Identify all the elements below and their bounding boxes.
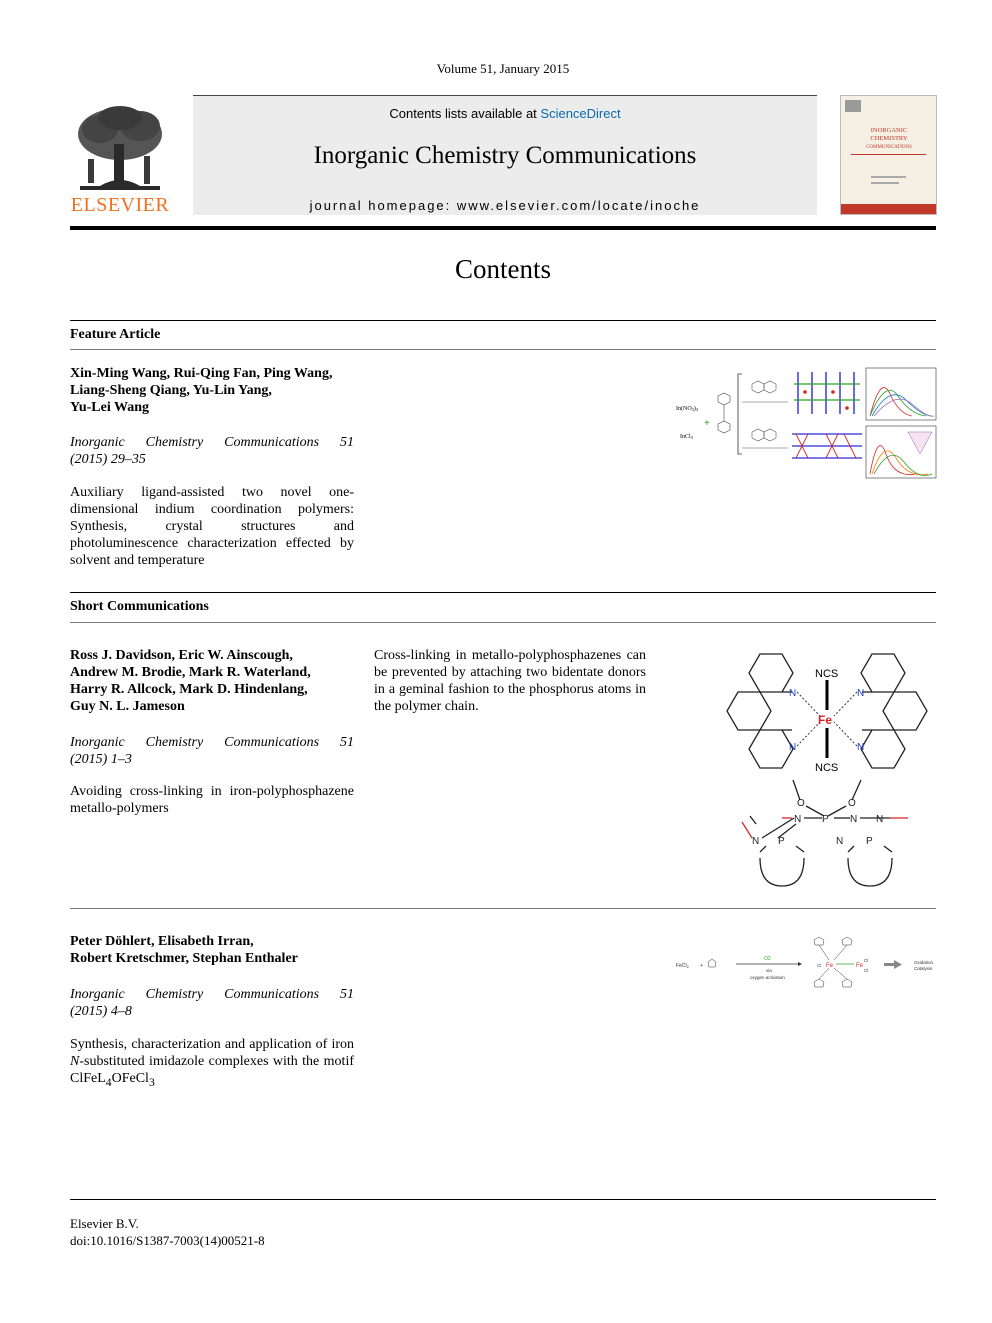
emission-spectrum-plot-2 [866,426,936,478]
journal-cover-thumbnail [840,95,937,215]
sciencedirect-link[interactable]: ScienceDirect [540,106,621,121]
citation-line2: (2015) 29–35 [70,452,146,467]
title-part: Synthesis, characterization and application of iron [70,1037,354,1052]
contents-available-prefix: Contents lists available at [389,106,541,121]
dppz-structure-icon [752,381,776,441]
volume-line: Volume 51, January 2015 [436,61,570,76]
article-abstract: Cross-linking in metallo-polyphosphazenes can be prevented by attaching two bidentate donors in a geminal fashion to the phosphorus atoms in the polymer chain. [374,648,646,714]
title-part: -substituted imidazole complexes with the motif ClFeL [70,1054,354,1086]
header-rule [70,226,936,230]
article-title[interactable]: Avoiding cross-linking in iron-polyphosphazene metallo-polymers [70,784,354,816]
plus-icon: + [704,418,710,429]
cl-label: Cl [864,958,869,963]
section-rule [70,320,936,321]
fe-label: Fe [818,713,833,727]
section-rule [70,592,936,593]
cover-title-line3: COMMUNICATIONS [866,145,912,150]
o-label: O [797,798,805,809]
author-line: Ross J. Davidson, Eric W. Ainscough, [70,648,293,663]
section-label-short-communications: Short Communications [70,599,209,614]
o2-label: O2 [764,956,771,962]
footer-publisher: Elsevier B.V. [70,1216,139,1231]
section-label-feature-article: Feature Article [70,327,161,342]
graphical-abstract-fe-complex [712,646,942,890]
arrow-right-icon [894,960,902,969]
cl-label: Cl [864,968,869,973]
article-title[interactable]: Auxiliary ligand-assisted two novel one-dimensional indium coordination polymers: Synthesis, crystal structures and photoluminescence characterization effected by solvent and temperature [70,485,354,568]
n-label: N [794,814,802,825]
n-label: N [789,742,797,753]
contents-available-line [193,106,817,121]
author-line: Liang-Sheng Qiang, Yu-Lin Yang, [70,383,272,398]
ncs-bottom-label: NCS [815,762,839,774]
title-part: OFeCl [111,1071,149,1086]
arrow-label-1: via [766,968,772,973]
journal-title: Inorganic Chemistry Communications [313,142,697,169]
author-line: Yu-Lei Wang [70,400,149,415]
ncs-top-label: NCS [815,668,839,680]
article-citation[interactable] [70,434,354,468]
n-label: N [789,688,797,699]
emission-spectrum-plot-1 [866,368,936,420]
ga-reagent1: In(NO3)3 [676,406,699,412]
n-label: N [857,742,865,753]
article-citation[interactable] [70,986,354,1020]
journal-homepage[interactable]: journal homepage: www.elsevier.com/locate/inoche [309,198,701,213]
n-label: N [836,836,844,847]
ga-reagent2: InCl3 [680,434,693,440]
crystal-structure-1 [792,368,862,416]
arrow-label-2: oxygen activation [750,975,785,980]
imidazole-icon [708,959,716,967]
citation-line1: Inorganic Chemistry Communications 51 [70,435,354,450]
citation-line1: Inorganic Chemistry Communications 51 [70,987,354,1002]
section-rule [70,349,936,350]
cover-title-line2: CHEMISTRY [870,135,908,142]
elsevier-wordmark: ELSEVIER [70,194,170,216]
graphical-abstract-iron-imidazole [674,930,938,996]
plus-icon: + [700,963,703,969]
title-subscript: 4 [105,1075,112,1089]
p-label: P [822,814,829,825]
journal-banner [193,95,817,215]
footer-doi[interactable]: doi:10.1016/S1387-7003(14)00521-8 [70,1233,265,1248]
fe-label: Fe [856,963,864,969]
author-line: Guy N. L. Jameson [70,699,185,714]
page-heading: Contents [454,254,551,284]
author-line: Harry R. Allcock, Mark D. Hindenlang, [70,682,308,697]
citation-line2: (2015) 1–3 [70,752,132,767]
n-label: N [857,688,865,699]
product-label-1: Oxidation [914,960,934,965]
n-label: N [876,814,884,825]
p-label: P [778,836,785,847]
n-label: N [752,836,760,847]
cover-title: INORGANIC [870,127,908,134]
graphical-abstract-indium [676,364,938,482]
o-label: O [848,798,856,809]
article-authors [70,933,360,967]
reactant-label: FeCl$_2$ [676,963,689,969]
p-label: P [866,836,873,847]
ligand-structure-icon [718,393,730,433]
n-label: N [850,814,858,825]
article-citation[interactable] [70,734,354,768]
title-italic: N [70,1054,80,1069]
crystal-structure-2 [792,434,862,458]
author-line: Peter Döhlert, Elisabeth Irran, [70,934,254,949]
product-label-2: Catalysis [914,966,933,971]
footer-rule [70,1199,936,1200]
article-authors [70,365,360,416]
citation-line2: (2015) 4–8 [70,1004,132,1019]
cl-label: Cl [817,963,822,968]
author-line: Robert Kretschmer, Stephan Enthaler [70,951,298,966]
product-structure-icon [814,937,852,987]
article-authors [70,647,360,715]
article-title[interactable] [70,1036,354,1091]
author-line: Xin-Ming Wang, Rui-Qing Fan, Ping Wang, [70,366,333,381]
author-line: Andrew M. Brodie, Mark R. Waterland, [70,665,311,680]
article-separator [70,908,936,909]
citation-line1: Inorganic Chemistry Communications 51 [70,735,354,750]
title-subscript: 3 [148,1075,155,1089]
section-rule [70,622,936,623]
fe-label: Fe [826,963,834,969]
